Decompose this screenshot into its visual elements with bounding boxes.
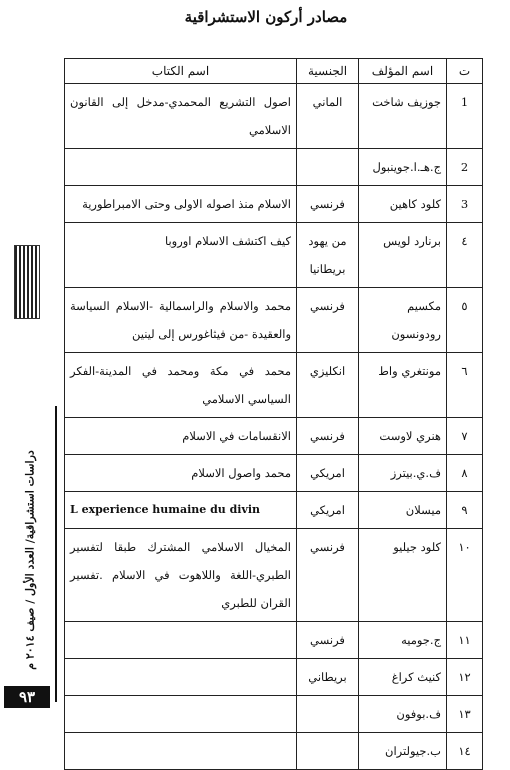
row-num: ١١ bbox=[447, 622, 483, 659]
row-author: كلود كاهين bbox=[359, 186, 447, 223]
journal-issue-line: دراسات استشراقية/ العدد الأول / صيف ٢٠١٤ م bbox=[23, 450, 37, 670]
table-row bbox=[65, 622, 483, 659]
row-author: مونتغري واط bbox=[359, 353, 447, 418]
table-row bbox=[65, 529, 483, 622]
table-row bbox=[65, 733, 483, 770]
table-row bbox=[65, 186, 483, 223]
header-nationality: الجنسية bbox=[297, 59, 359, 84]
table-row bbox=[65, 696, 483, 733]
row-nationality: انكليزي bbox=[297, 353, 359, 418]
row-book bbox=[65, 149, 297, 186]
row-num: ٤ bbox=[447, 223, 483, 288]
row-book: المخيال الاسلامي المشترك طبقا لتفسير الطبري-اللغة واللاهوت في الاسلام .تفسير القران للطبري bbox=[65, 529, 297, 622]
table-row bbox=[65, 455, 483, 492]
table-row bbox=[65, 353, 483, 418]
row-book bbox=[65, 622, 297, 659]
row-book: محمد واصول الاسلام bbox=[65, 455, 297, 492]
header-num: ت bbox=[447, 59, 483, 84]
row-num: ١٢ bbox=[447, 659, 483, 696]
row-book: محمد في مكة ومحمد في المدينة-الفكر السياسي الاسلامي bbox=[65, 353, 297, 418]
row-num: ١٣ bbox=[447, 696, 483, 733]
page-title: مصادر أركون الاستشراقية bbox=[184, 8, 348, 26]
row-book: L experience humaine du divin bbox=[65, 492, 297, 529]
row-author: مكسيم رودونسون bbox=[359, 288, 447, 353]
table-row bbox=[65, 149, 483, 186]
row-nationality: فرنسي bbox=[297, 418, 359, 455]
row-nationality: فرنسي bbox=[297, 288, 359, 353]
row-book: محمد والاسلام والراسمالية -الاسلام السياسة والعقيدة -من فيثاغورس إلى لينين bbox=[65, 288, 297, 353]
table-row bbox=[65, 288, 483, 353]
row-num: ٩ bbox=[447, 492, 483, 529]
page-number: ٩٣ bbox=[4, 686, 50, 708]
row-num: ٧ bbox=[447, 418, 483, 455]
table-row bbox=[65, 659, 483, 696]
row-author: ب.جيولتران bbox=[359, 733, 447, 770]
table-row bbox=[65, 418, 483, 455]
journal-sidebar bbox=[0, 0, 52, 721]
table-header-row bbox=[65, 59, 483, 84]
row-num: ٨ bbox=[447, 455, 483, 492]
table-row bbox=[65, 492, 483, 529]
row-author: ف.بوفون bbox=[359, 696, 447, 733]
row-author: جوزيف شاخت bbox=[359, 84, 447, 149]
row-nationality: امريكي bbox=[297, 492, 359, 529]
row-book: الانقسامات في الاسلام bbox=[65, 418, 297, 455]
row-author: هنري لاوست bbox=[359, 418, 447, 455]
row-book bbox=[65, 733, 297, 770]
journal-logo bbox=[14, 245, 40, 319]
row-author: كلود جيليو bbox=[359, 529, 447, 622]
row-num: ١٤ bbox=[447, 733, 483, 770]
row-author: ج.جوميه bbox=[359, 622, 447, 659]
table-row bbox=[65, 84, 483, 149]
row-nationality: بريطاني bbox=[297, 659, 359, 696]
row-nationality bbox=[297, 149, 359, 186]
row-book: الاسلام منذ اصوله الاولى وحتى الامبراطورية bbox=[65, 186, 297, 223]
row-nationality: فرنسي bbox=[297, 186, 359, 223]
sidebar-divider bbox=[55, 406, 57, 702]
row-nationality bbox=[297, 696, 359, 733]
header-book: اسم الكتاب bbox=[65, 59, 297, 84]
row-num: ١٠ bbox=[447, 529, 483, 622]
row-nationality: فرنسي bbox=[297, 622, 359, 659]
sources-table bbox=[64, 58, 483, 770]
row-book bbox=[65, 696, 297, 733]
row-num: 1 bbox=[447, 84, 483, 149]
row-num: ٥ bbox=[447, 288, 483, 353]
row-author: ميسلان bbox=[359, 492, 447, 529]
row-book: اصول التشريع المحمدي-مدخل إلى القانون الاسلامي bbox=[65, 84, 297, 149]
row-num: 2 bbox=[447, 149, 483, 186]
row-nationality: من يهود بريطانيا bbox=[297, 223, 359, 288]
row-nationality: فرنسي bbox=[297, 529, 359, 622]
table-row bbox=[65, 223, 483, 288]
row-book: كيف اكتشف الاسلام اوروبا bbox=[65, 223, 297, 288]
row-nationality bbox=[297, 733, 359, 770]
row-num: ٦ bbox=[447, 353, 483, 418]
row-nationality: امريكي bbox=[297, 455, 359, 492]
row-author: كنيث كراغ bbox=[359, 659, 447, 696]
row-author: برنارد لويس bbox=[359, 223, 447, 288]
table-body bbox=[65, 84, 483, 770]
row-author: ف.ي.بيترز bbox=[359, 455, 447, 492]
row-num: 3 bbox=[447, 186, 483, 223]
row-book bbox=[65, 659, 297, 696]
row-nationality: الماني bbox=[297, 84, 359, 149]
row-author: ج.هـ.ا.جوينبول bbox=[359, 149, 447, 186]
header-author: اسم المؤلف bbox=[359, 59, 447, 84]
